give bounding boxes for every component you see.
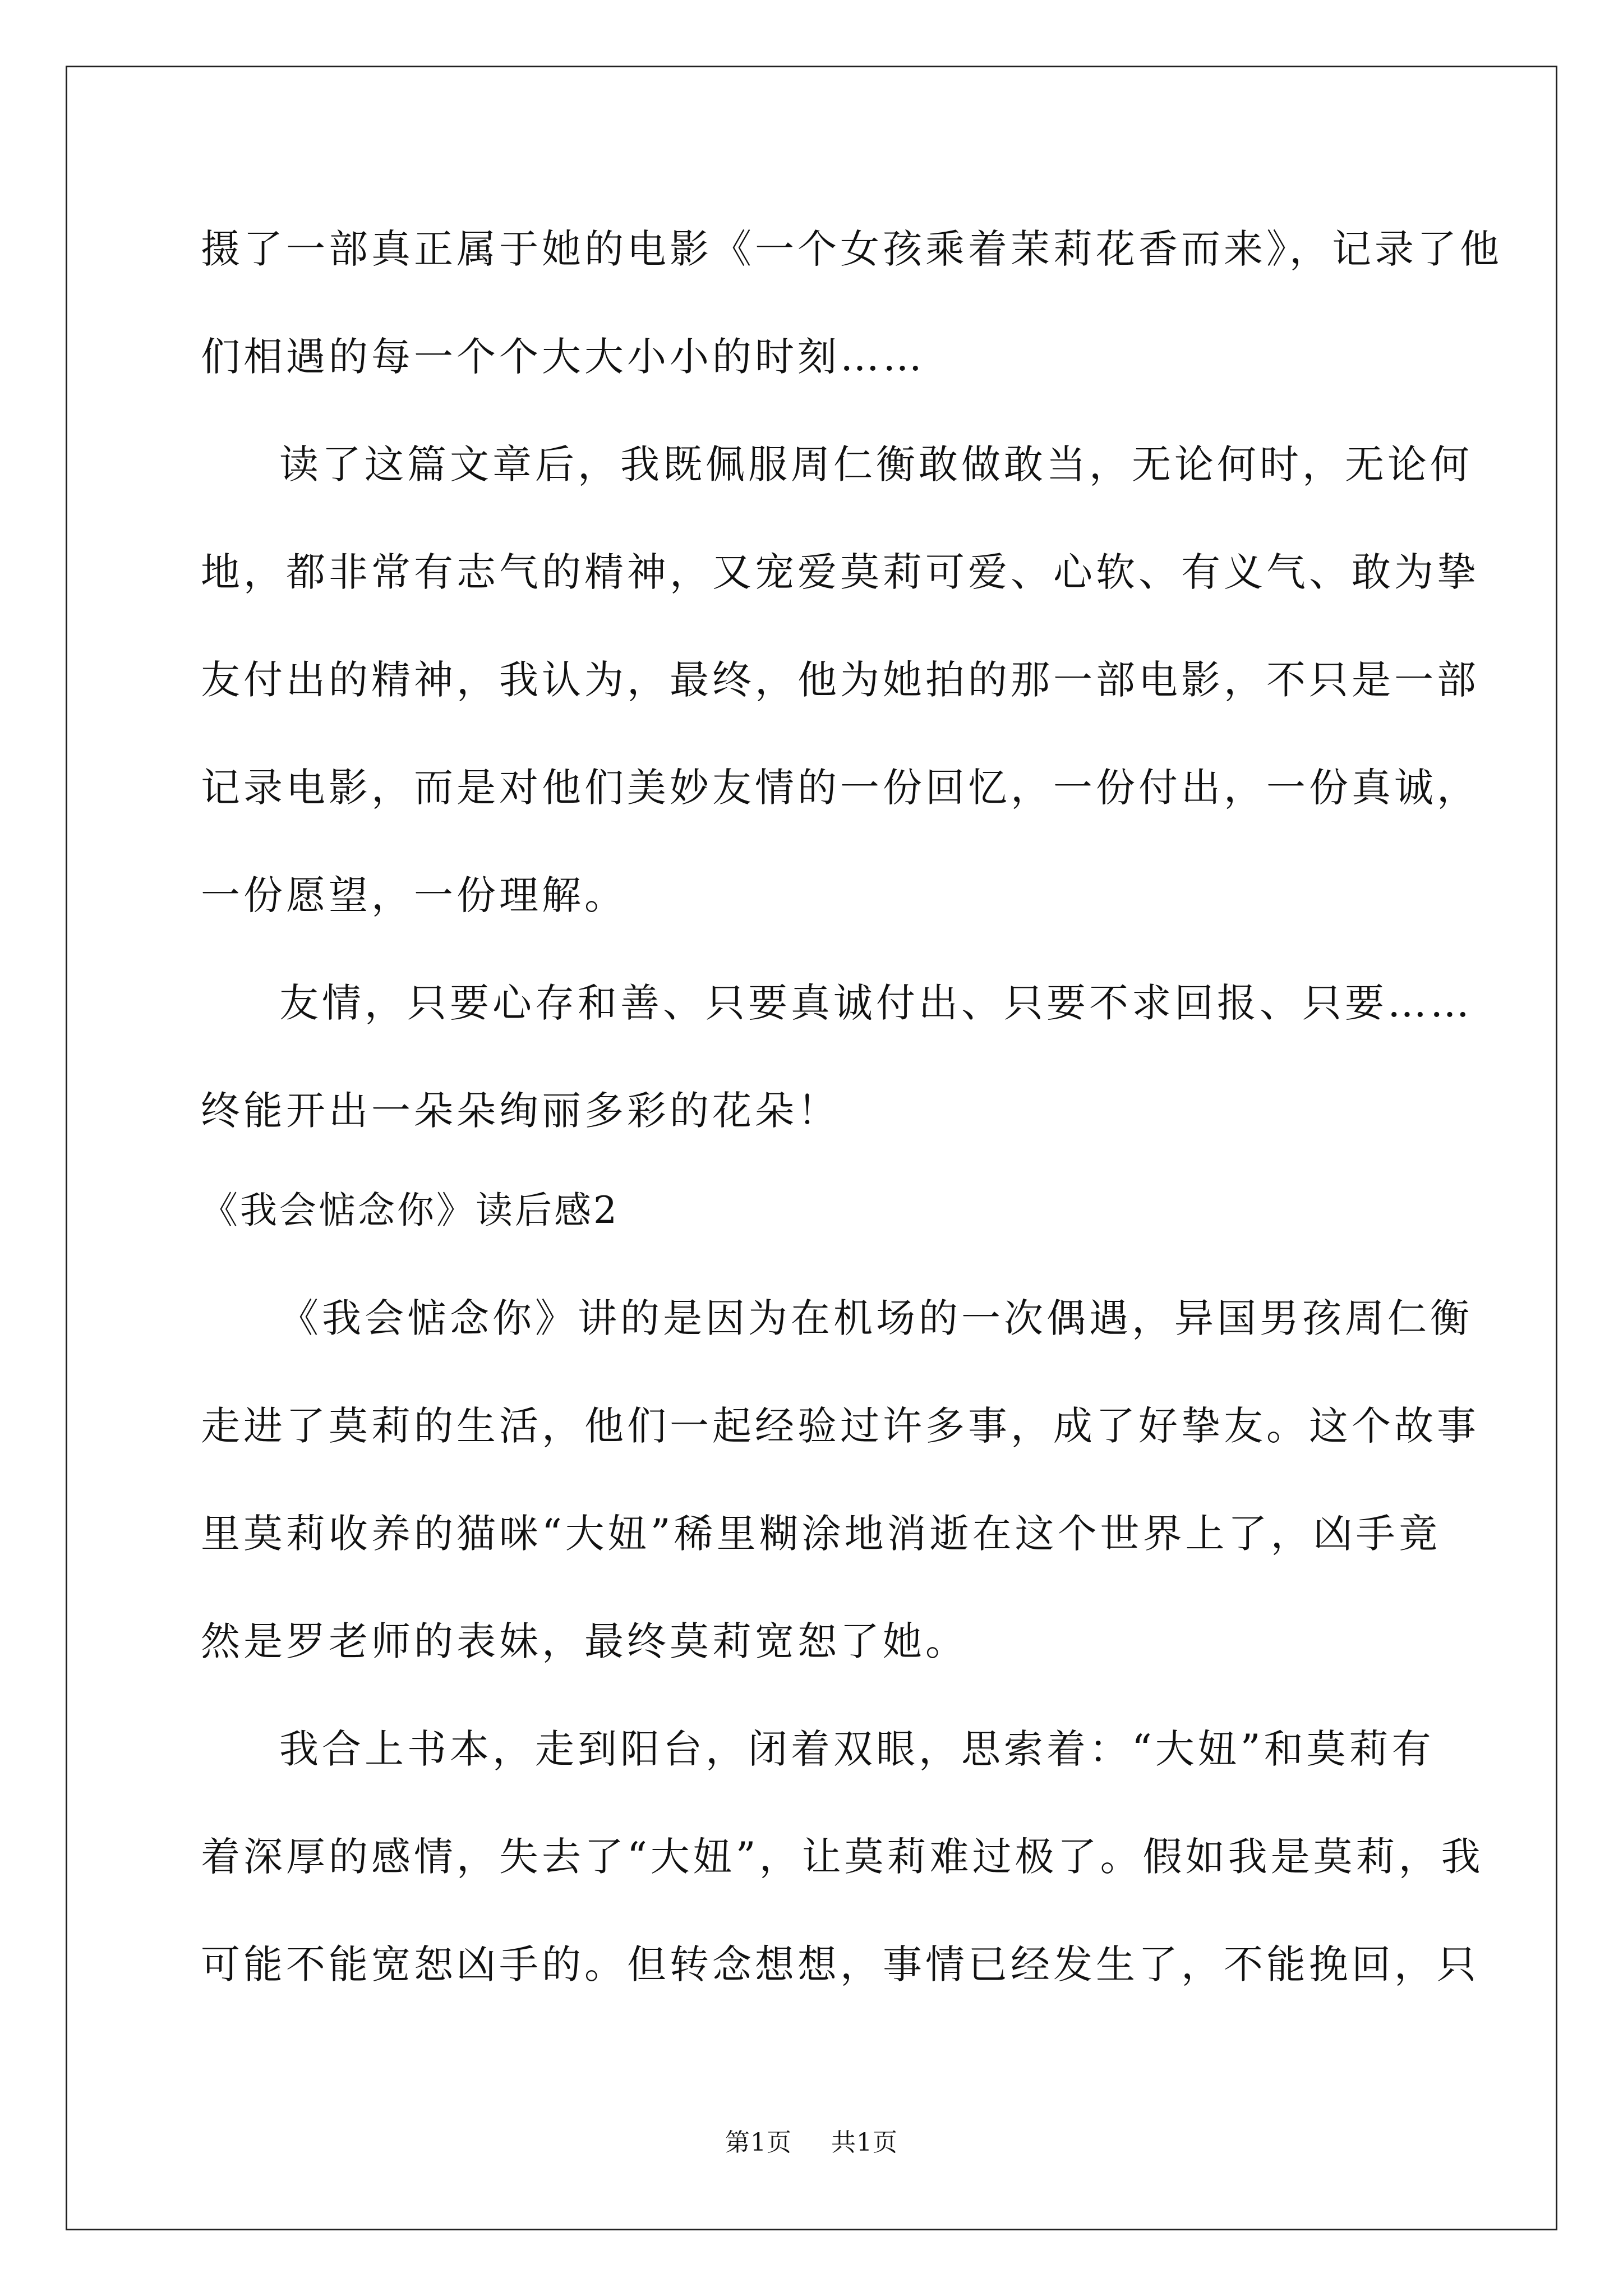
page-border [66,66,1557,2230]
page-total: 共1页 [831,2128,898,2157]
paragraph-line: 友付出的精神，我认为，最终，他为她拍的那一部电影，不只是一部 [201,657,1479,703]
page-footer [0,2127,1623,2159]
paragraph-line: 们相遇的每一个个大大小小的时刻…… [201,334,925,380]
page-number: 第1页 [725,2128,792,2157]
paragraph-line: 读了这篇文章后，我既佩服周仁衡敢做敢当，无论何时，无论何 [279,441,1473,487]
paragraph-line: 我合上书本，走到阳台，闭着双眼，思索着：“大妞”和莫莉有 [279,1726,1435,1772]
paragraph-line: 友情，只要心存和善、只要真诚付出、只要不求回报、只要…… [279,980,1473,1026]
paragraph-line: 记录电影，而是对他们美妙友情的一份回忆，一份付出，一份真诚， [201,765,1479,811]
paragraph-line: 一份愿望，一份理解。 [201,872,627,918]
paragraph-line: 地，都非常有志气的精神，又宠爱莫莉可爱、心软、有义气、敢为挚 [201,549,1479,595]
paragraph-line: 摄了一部真正属于她的电影《一个女孩乘着茉莉花香而来》，记录了他 [201,226,1502,272]
paragraph-line: 可能不能宽恕凶手的。但转念想想，事情已经发生了，不能挽回，只 [201,1941,1479,1987]
paragraph-line: 着深厚的感情，失去了“大妞”，让莫莉难过极了。假如我是莫莉，我 [201,1834,1484,1880]
paragraph-line: 《我会惦念你》讲的是因为在机场的一次偶遇，异国男孩周仁衡 [279,1295,1473,1341]
paragraph-line: 里莫莉收养的猫咪“大妞”稀里糊涂地消逝在这个世界上了，凶手竟 [201,1511,1441,1557]
paragraph-line: 终能开出一朵朵绚丽多彩的花朵！ [201,1088,840,1134]
paragraph-line: 走进了莫莉的生活，他们一起经验过许多事，成了好挚友。这个故事 [201,1403,1479,1449]
paragraph-line: 然是罗老师的表妹，最终莫莉宽恕了她。 [201,1618,968,1664]
section-heading: 《我会惦念你》读后感2 [201,1189,619,1232]
